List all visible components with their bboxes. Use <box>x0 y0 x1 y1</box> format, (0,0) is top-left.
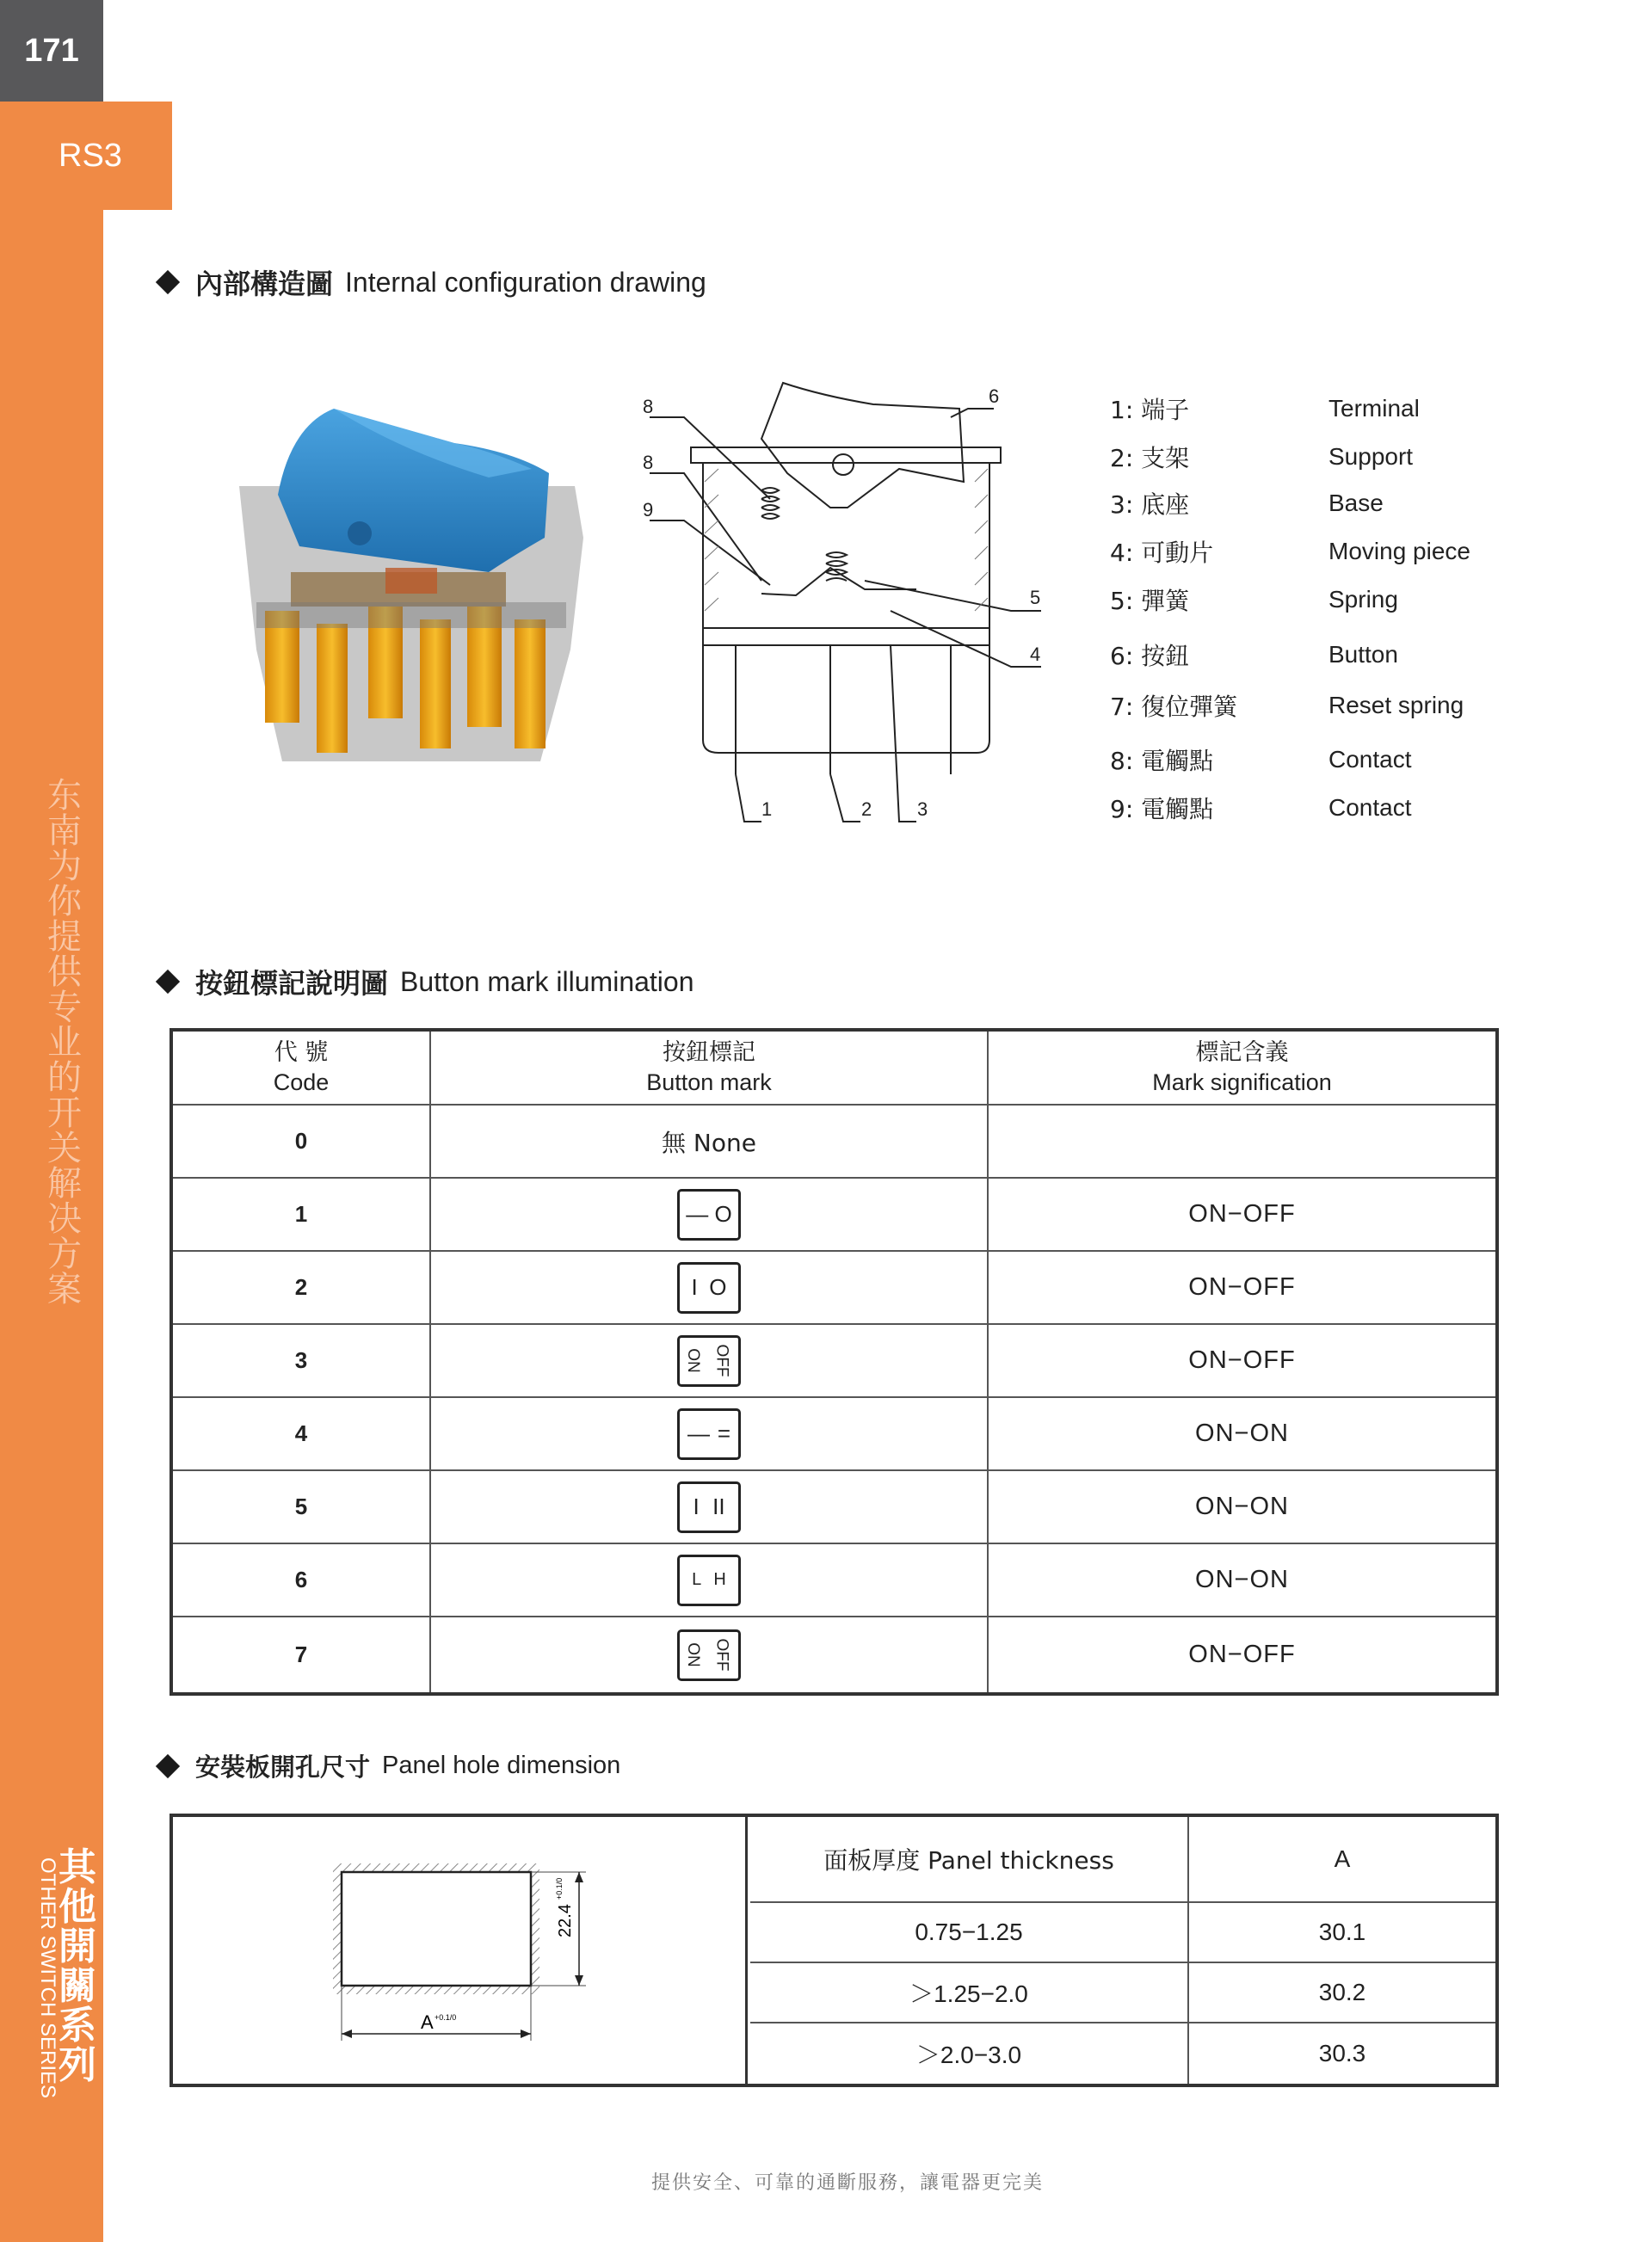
legend-item-cn: 6: 按鈕 <box>1110 642 1190 670</box>
legend-item-en: Reset spring <box>1328 692 1464 718</box>
code-cell: 2 <box>294 1274 308 1300</box>
header-cn: 按鈕標記 <box>663 1039 755 1066</box>
meaning-cell: ON−ON <box>1195 1566 1289 1593</box>
button-mark-symbol-icon <box>677 1481 741 1533</box>
callout-1: 1 <box>761 798 773 820</box>
symbol-left: — <box>687 1420 710 1446</box>
header-en: Button mark <box>646 1069 772 1095</box>
callout-8a: 8 <box>643 396 654 417</box>
legend-item-en: Contact <box>1328 746 1412 773</box>
width-tolerance-label: +0.1/0 <box>435 2013 457 2022</box>
legend-item <box>1110 742 1557 777</box>
symbol-left: ON <box>683 1348 702 1373</box>
code-cell: 0 <box>294 1128 308 1154</box>
legend-item-cn: 8: 電觸點 <box>1110 747 1214 775</box>
legend-item-cn: 7: 復位彈簧 <box>1110 693 1238 721</box>
panel-cutout-drawing <box>173 1817 748 2084</box>
legend-item-cn: 5: 彈簧 <box>1110 587 1190 615</box>
symbol-right: II <box>712 1494 725 1519</box>
header-button-mark <box>431 1032 989 1104</box>
code-cell: 6 <box>294 1567 308 1592</box>
thickness-cell: ＞2.0−3.0 <box>915 2042 1022 2068</box>
diamond-bullet-icon <box>156 270 180 294</box>
code-cell: 3 <box>294 1347 308 1373</box>
footer-slogan: 提供安全、可靠的通斷服務，讓電器更完美 <box>650 2172 1044 2194</box>
symbol-left: ON <box>683 1642 702 1667</box>
section-title-en: Panel hole dimension <box>382 1752 621 1779</box>
symbol-left: L <box>692 1570 702 1589</box>
symbol-right: H <box>713 1570 726 1589</box>
symbol-right: O <box>709 1274 727 1300</box>
legend-item <box>1110 637 1557 672</box>
header-code <box>173 1032 431 1104</box>
code-cell: 7 <box>294 1641 308 1667</box>
header-cn: 代 號 <box>274 1039 329 1066</box>
page-number: 171 <box>0 0 103 102</box>
callout-9: 9 <box>643 499 654 520</box>
button-mark-symbol-icon <box>677 1262 741 1314</box>
section-title-cn: 內部構造圖 <box>195 268 334 300</box>
diamond-bullet-icon <box>156 970 180 994</box>
header-a: A <box>1334 1845 1351 1872</box>
table-row <box>173 1325 1495 1398</box>
button-mark-symbol-icon <box>677 1335 741 1387</box>
legend-item-cn: 3: 底座 <box>1110 490 1190 519</box>
a-value-cell: 30.3 <box>1318 2040 1366 2066</box>
panel-hole-diagram <box>173 1817 748 2084</box>
a-value-cell: 30.2 <box>1318 1979 1366 2005</box>
legend-item-en: Base <box>1328 490 1384 516</box>
button-mark-symbol-icon <box>677 1555 741 1606</box>
rocker-switch-product-image <box>231 391 609 796</box>
table-row <box>173 1252 1495 1325</box>
callout-5: 5 <box>1030 587 1041 608</box>
code-cell: 5 <box>294 1494 308 1519</box>
section-title-en: Internal configuration drawing <box>345 266 706 298</box>
header-mark-signification <box>989 1032 1495 1104</box>
table-row <box>750 1903 1495 1963</box>
callout-3: 3 <box>917 798 928 820</box>
section-heading-internal <box>159 262 706 302</box>
table-header-row <box>750 1817 1495 1903</box>
symbol-right: OFF <box>712 1638 730 1672</box>
table-row <box>750 1963 1495 2023</box>
legend-item-cn: 9: 電觸點 <box>1110 795 1214 823</box>
series-code-tab: RS3 <box>0 102 172 210</box>
button-mark-symbol-icon <box>677 1408 741 1460</box>
diamond-bullet-icon <box>156 1753 180 1777</box>
symbol-right: OFF <box>712 1344 730 1377</box>
meaning-cell: ON−ON <box>1195 1420 1289 1447</box>
table-row <box>173 1471 1495 1544</box>
meaning-cell: ON−OFF <box>1188 1346 1296 1374</box>
thickness-cell: 0.75−1.25 <box>915 1919 1023 1945</box>
sidebar-series-en: OTHER SWITCH SERIES <box>36 1857 59 2099</box>
table-header-row <box>173 1032 1495 1106</box>
sidebar-series-cn: 其他開關系列 <box>59 1845 96 2087</box>
section-heading-panel-hole <box>159 1748 620 1783</box>
panel-hole-table <box>170 1814 1499 2087</box>
table-row <box>173 1398 1495 1471</box>
legend-item-en: Spring <box>1328 586 1398 613</box>
panel-thickness-grid <box>750 1817 1495 2084</box>
callout-4: 4 <box>1030 644 1041 665</box>
button-mark-symbol-icon <box>677 1629 741 1681</box>
section-heading-button-mark <box>159 962 694 1001</box>
legend-item-en: Button <box>1328 641 1398 668</box>
legend-item-cn: 2: 支架 <box>1110 444 1190 472</box>
symbol-left: I <box>693 1494 700 1519</box>
mark-none-text: 無 None <box>662 1128 756 1157</box>
thickness-cell: ＞1.25−2.0 <box>909 1980 1028 2007</box>
legend-item-cn: 4: 可動片 <box>1110 539 1214 567</box>
height-dimension-label: 22.4 <box>556 1904 575 1937</box>
legend-item-en: Moving piece <box>1328 538 1470 564</box>
callout-8b: 8 <box>643 452 654 473</box>
sidebar-slogan: 东南为你提供专业的开关解决方案 <box>47 776 82 1309</box>
legend-item-en: Support <box>1328 443 1414 470</box>
legend-item-en: Terminal <box>1328 395 1420 422</box>
table-row <box>750 2023 1495 2084</box>
legend-item <box>1110 534 1557 569</box>
table-row <box>173 1544 1495 1617</box>
table-row <box>173 1179 1495 1252</box>
callout-2: 2 <box>861 798 872 820</box>
symbol-right: O <box>714 1201 732 1227</box>
table-row <box>173 1617 1495 1692</box>
header-panel-thickness: 面板厚度 Panel thickness <box>823 1846 1114 1875</box>
legend-item <box>1110 391 1557 426</box>
legend-item <box>1110 486 1557 520</box>
button-mark-symbol-icon <box>677 1189 741 1241</box>
legend-item <box>1110 791 1557 825</box>
button-mark-table <box>170 1028 1499 1696</box>
a-value-cell: 30.1 <box>1318 1919 1366 1945</box>
legend-item <box>1110 440 1557 474</box>
section-title-en: Button mark illumination <box>400 965 694 997</box>
header-en: Mark signification <box>1152 1069 1332 1095</box>
legend-item <box>1110 688 1557 723</box>
code-cell: 1 <box>294 1201 308 1227</box>
legend-item-cn: 1: 端子 <box>1110 396 1190 424</box>
section-title-cn: 安裝板開孔尺寸 <box>195 1752 371 1782</box>
legend-item-en: Contact <box>1328 794 1412 821</box>
legend-item <box>1110 582 1557 617</box>
meaning-cell: ON−OFF <box>1188 1641 1296 1668</box>
symbol-left: — <box>686 1201 709 1227</box>
header-cn: 標記含義 <box>1195 1039 1289 1066</box>
header-en: Code <box>273 1069 330 1095</box>
meaning-cell: ON−OFF <box>1188 1273 1296 1301</box>
height-tolerance-label: +0.1/0 <box>555 1877 564 1900</box>
symbol-right: = <box>717 1420 731 1446</box>
meaning-cell: ON−ON <box>1195 1493 1289 1520</box>
table-row <box>173 1106 1495 1179</box>
callout-6: 6 <box>989 385 1000 407</box>
width-dimension-label: A <box>421 2011 434 2033</box>
meaning-cell: ON−OFF <box>1188 1200 1296 1228</box>
code-cell: 4 <box>294 1420 308 1446</box>
section-title-cn: 按鈕標記說明圖 <box>195 967 389 1000</box>
internal-cross-section-drawing <box>632 370 1063 826</box>
symbol-left: I <box>691 1274 698 1300</box>
